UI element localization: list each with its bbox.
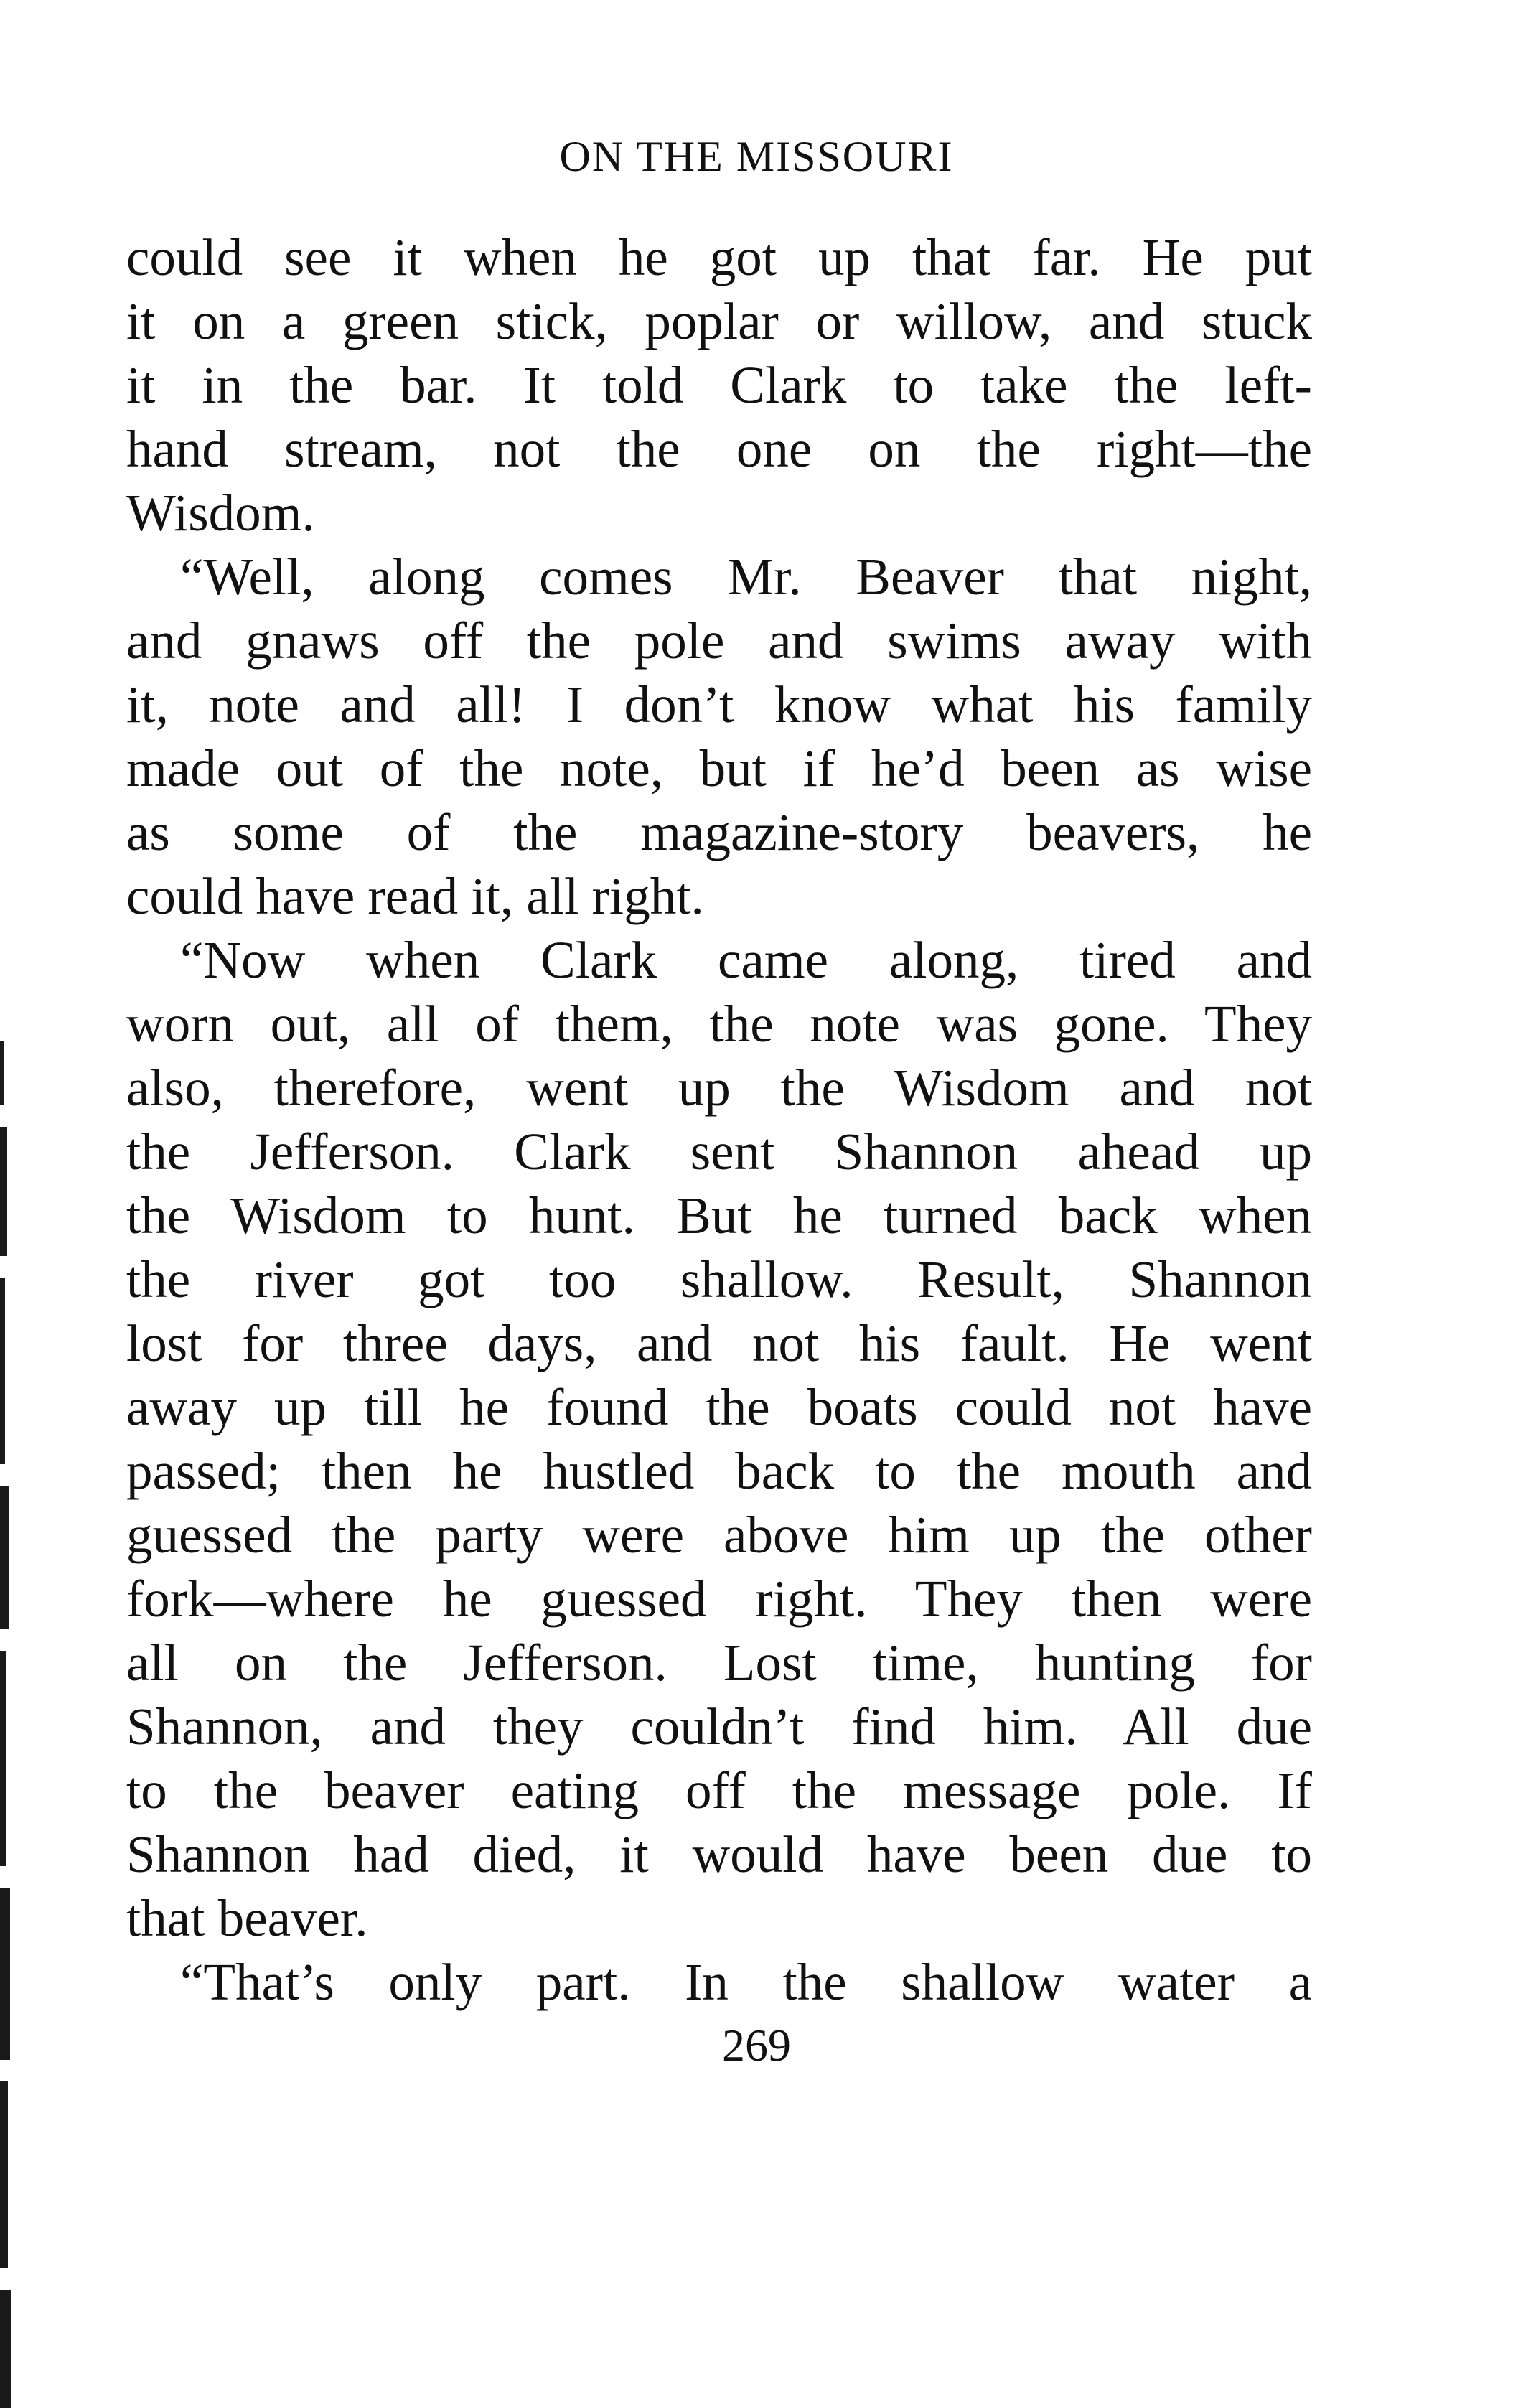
text-line: away up till he found the boats could not have [126,1378,1312,1436]
text-line: as some of the magazine-story beavers, he [126,803,1312,861]
text-line: Shannon had died, it would have been due to [126,1825,1312,1883]
text-line: Shannon, and they couldn’t find him. All due [126,1697,1312,1756]
gutter-streak [0,2290,11,2408]
text-line: fork—where he guessed right. They then were [126,1570,1312,1628]
text-line: guessed the party were above him up the other [126,1506,1312,1564]
text-line: all on the Jefferson. Lost time, hunting for [126,1634,1312,1692]
running-title: ON THE MISSOURI [559,133,954,180]
text-line: lost for three days, and not his fault. He went [126,1314,1312,1372]
gutter-streak [0,1041,4,1105]
gutter-streak [0,1651,6,1866]
page-number: 269 [722,2020,791,2071]
gutter-streak [0,1278,5,1464]
text-line: the Wisdom to hunt. But he turned back when [126,1186,1312,1245]
body-text [126,225,1312,2014]
text-line: it on a green stick, poplar or willow, and stuck [126,292,1312,350]
text-line: Wisdom. [126,484,315,542]
text-line: “Well, along comes Mr. Beaver that night, [180,548,1312,606]
text-line: the Jefferson. Clark sent Shannon ahead up [126,1123,1312,1181]
text-line: worn out, all of them, the note was gone. They [126,995,1312,1053]
text-line: passed; then he hustled back to the mouth and [126,1442,1312,1500]
gutter-streak [0,1127,7,1256]
gutter-streak [0,1486,9,1629]
text-line: to the beaver eating off the message pole. If [126,1761,1312,1819]
text-line: the river got too shallow. Result, Shannon [126,1250,1312,1308]
text-line: it in the bar. It told Clark to take the left- [126,356,1312,414]
text-line: could see it when he got up that far. He put [126,228,1312,286]
text-line: made out of the note, but if he’d been as wise [126,739,1312,797]
text-line: “That’s only part. In the shallow water a [180,1953,1312,2011]
text-line: and gnaws off the pole and swims away with [126,612,1312,670]
gutter-streak [0,2081,8,2268]
scan-gutter-shadow [0,1041,34,2408]
text-line: that beaver. [126,1889,368,1947]
text-line: could have read it, all right. [126,867,704,925]
text-line: also, therefore, went up the Wisdom and not [126,1059,1312,1117]
gutter-streak [0,1888,10,2060]
text-line: “Now when Clark came along, tired and [180,931,1312,989]
text-line: it, note and all! I don’t know what his family [126,675,1312,734]
text-line: hand stream, not the one on the right—the [126,420,1312,478]
